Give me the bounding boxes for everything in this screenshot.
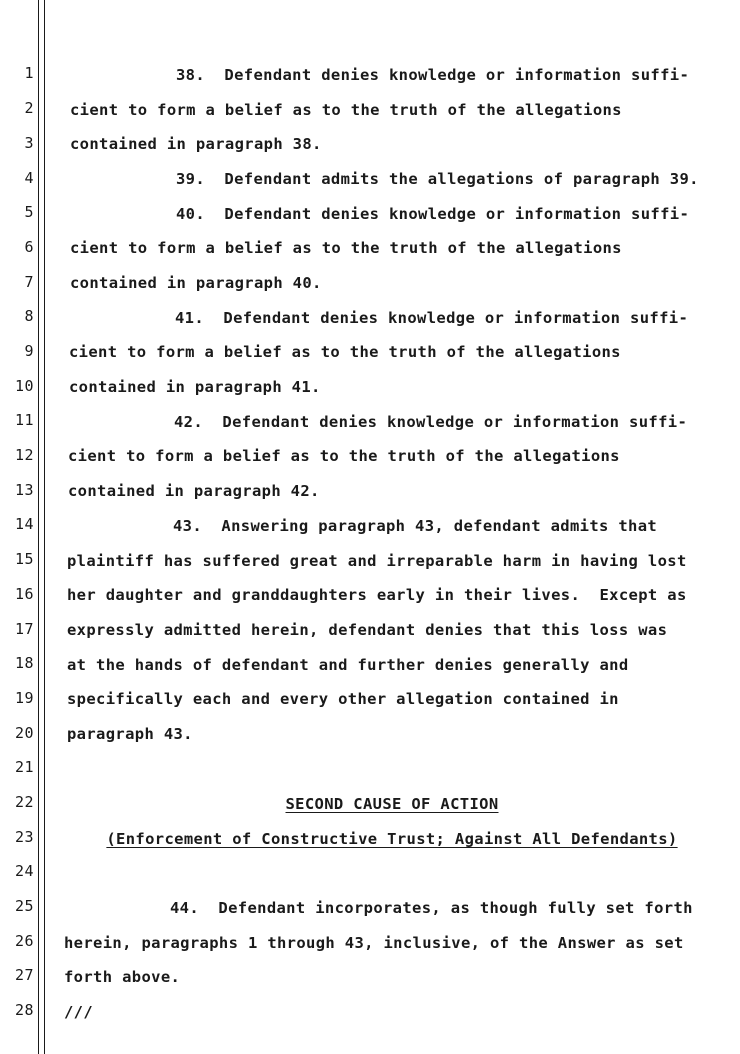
paragraph-43-line: at the hands of defendant and further denies generally and [67,656,629,674]
paragraph-40-line: cient to form a belief as to the truth of the allegations [70,239,622,257]
line-number: 11 [14,411,34,429]
line-number: 9 [24,342,34,360]
section-subtitle: (Enforcement of Constructive Trust; Against All Defendants) [106,830,678,848]
paragraph-44-line: herein, paragraphs 1 through 43, inclusive, of the Answer as set [64,934,684,952]
paragraph-42-line: contained in paragraph 42. [68,482,320,500]
line-number: 16 [14,585,34,603]
line-number: 24 [14,862,34,880]
section-heading [44,794,740,814]
paragraph-43-line: specifically each and every other allegation contained in [67,690,619,708]
line-number: 14 [14,515,34,533]
paragraph-42-line: cient to form a belief as to the truth of the allegations [68,447,620,465]
paragraph-38-line: cient to form a belief as to the truth of the allegations [70,101,622,119]
paragraph-43-line: paragraph 43. [67,725,193,743]
paragraph-44-line: forth above. [64,968,181,986]
continuation-mark: /// [64,1003,94,1021]
line-number: 15 [14,550,34,568]
paragraph-43-line: 43. Answering paragraph 43, defendant admits that [173,517,658,535]
line-number: 26 [14,932,34,950]
line-number: 12 [14,446,34,464]
paragraph-43-line: her daughter and granddaughters early in their lives. Except as [67,586,687,604]
line-number: 18 [14,654,34,672]
line-number: 27 [14,966,34,984]
paragraph-38-line: contained in paragraph 38. [70,135,322,153]
line-number: 13 [14,481,34,499]
line-number: 25 [14,897,34,915]
paragraph-39-line: 39. Defendant admits the allegations of paragraph 39. [176,170,699,188]
paragraph-40-line: 40. Defendant denies knowledge or information suffi- [176,205,690,223]
line-number: 2 [24,99,34,117]
paragraph-44-line: 44. Defendant incorporates, as though fully set forth [170,899,693,917]
line-number: 4 [24,169,34,187]
line-number: 6 [24,238,34,256]
line-number: 20 [14,724,34,742]
line-number: 21 [14,758,34,776]
paragraph-41-line: cient to form a belief as to the truth of the allegations [69,343,621,361]
line-number: 17 [14,620,34,638]
paragraph-43-line: expressly admitted herein, defendant denies that this loss was [67,621,668,639]
paragraph-40-line: contained in paragraph 40. [70,274,322,292]
paragraph-41-line: 41. Defendant denies knowledge or information suffi- [175,309,689,327]
line-number: 5 [24,203,34,221]
paragraph-38-line: 38. Defendant denies knowledge or information suffi- [176,66,690,84]
line-number: 10 [14,377,34,395]
line-number: 3 [24,134,34,152]
line-number: 23 [14,828,34,846]
section-subheading [44,829,740,849]
line-number: 1 [24,64,34,82]
line-number: 7 [24,273,34,291]
line-number: 19 [14,689,34,707]
paragraph-42-line: 42. Defendant denies knowledge or information suffi- [174,413,688,431]
paragraph-41-line: contained in paragraph 41. [69,378,321,396]
line-number: 28 [14,1001,34,1019]
section-title: SECOND CAUSE OF ACTION [285,795,499,813]
line-number: 8 [24,307,34,325]
line-number: 22 [14,793,34,811]
paragraph-43-line: plaintiff has suffered great and irreparable harm in having lost [67,552,687,570]
